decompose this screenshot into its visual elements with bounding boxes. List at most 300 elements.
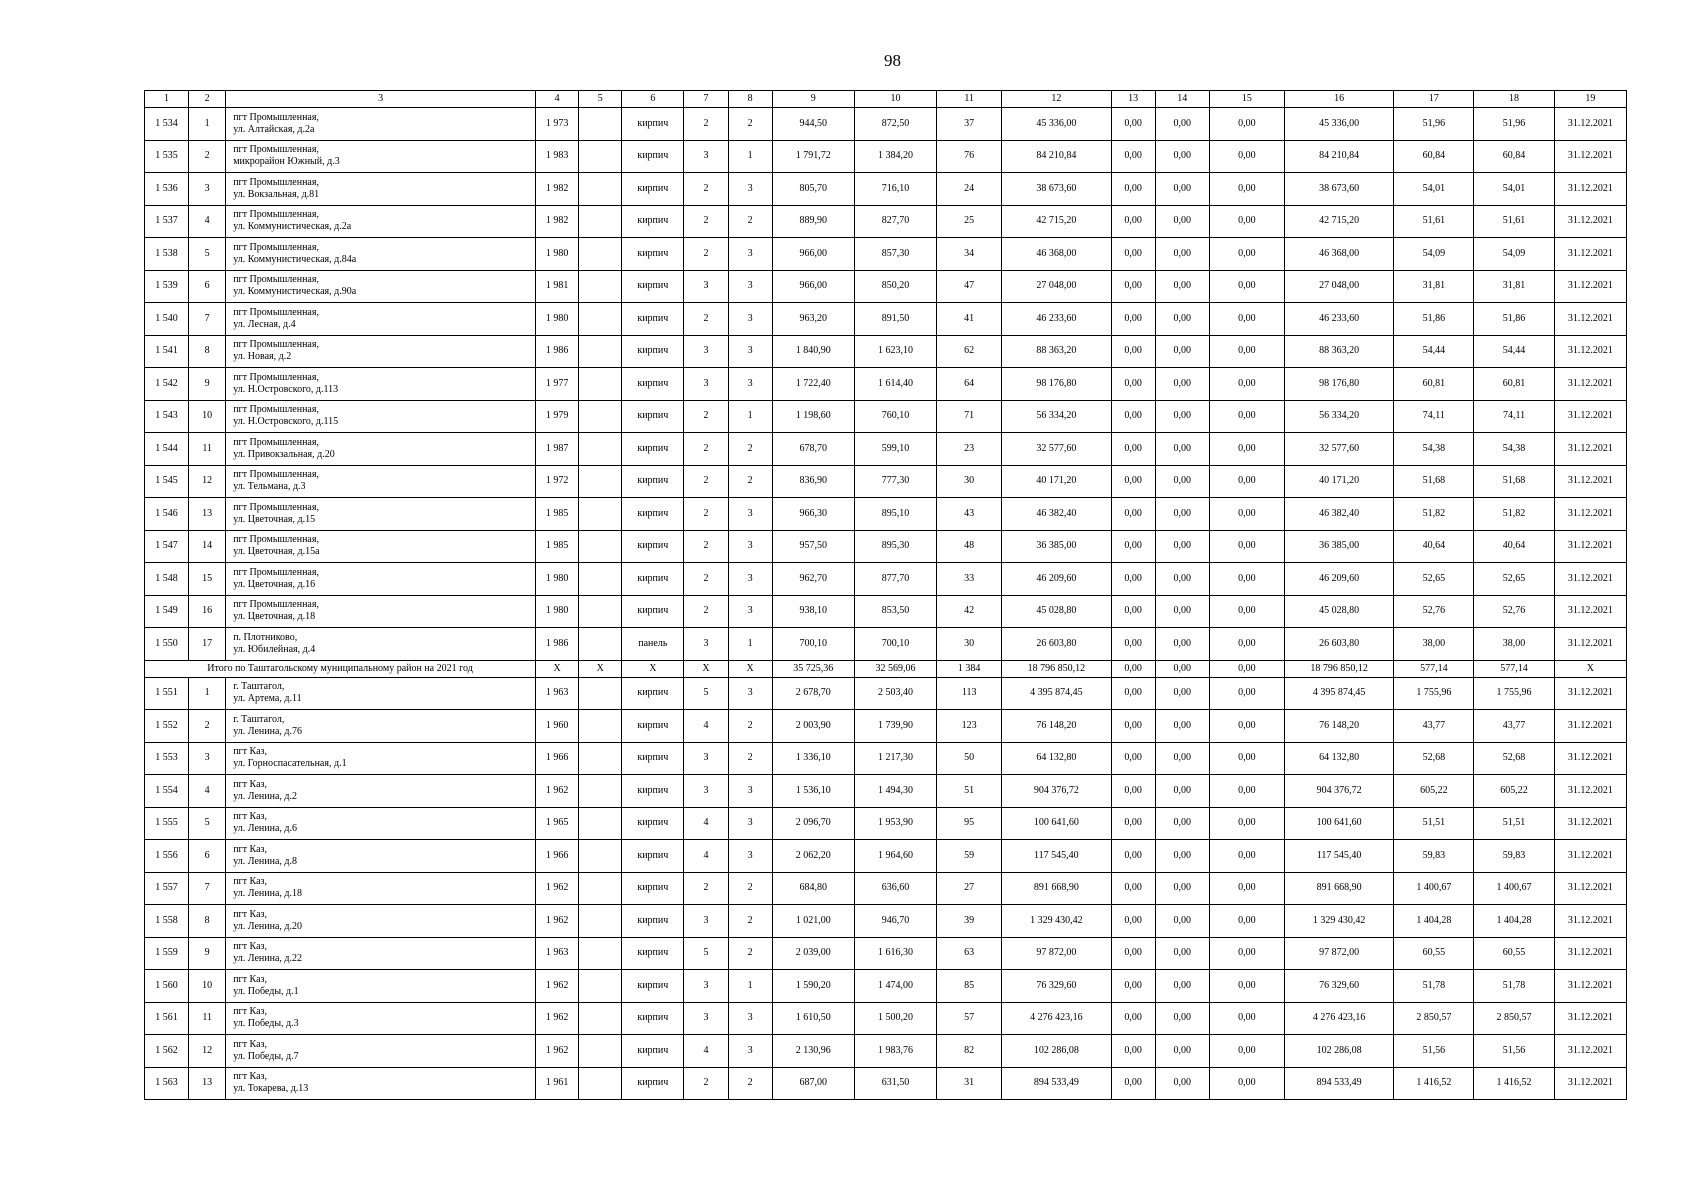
table-cell: 59 — [937, 840, 1002, 873]
table-cell: 0,00 — [1155, 595, 1209, 628]
address-street: ул. Цветочная, д.15 — [233, 513, 316, 525]
table-cell: 1 980 — [536, 303, 579, 336]
table-cell: 0,00 — [1155, 563, 1209, 596]
table-cell: 40 171,20 — [1284, 465, 1393, 498]
table-cell: 17 — [189, 628, 226, 661]
table-cell: 0,00 — [1111, 400, 1155, 433]
table-cell: 0,00 — [1209, 140, 1284, 173]
address-street: ул. Ленина, д.18 — [233, 888, 302, 900]
table-cell: 51,61 — [1394, 205, 1474, 238]
table-cell: 46 382,40 — [1284, 498, 1393, 531]
table-cell: 0,00 — [1209, 368, 1284, 401]
address-cell — [226, 1002, 536, 1035]
table-cell: 51,82 — [1474, 498, 1554, 531]
table-cell: кирпич — [622, 775, 684, 808]
table-cell: 0,00 — [1209, 937, 1284, 970]
address-locality: пгт Промышленная, — [233, 144, 319, 156]
table-cell: 1 — [728, 970, 772, 1003]
table-cell: 38,00 — [1394, 628, 1474, 661]
table-cell: 54,01 — [1394, 173, 1474, 206]
table-cell: 31.12.2021 — [1554, 937, 1626, 970]
table-cell: 0,00 — [1111, 335, 1155, 368]
table-cell: 1 972 — [536, 465, 579, 498]
address-street: ул. Тельмана, д.3 — [233, 481, 306, 493]
table-cell: 1 985 — [536, 498, 579, 531]
table-cell: 0,00 — [1209, 970, 1284, 1003]
table-cell: 0,00 — [1111, 970, 1155, 1003]
table-cell: 31 — [937, 1067, 1002, 1100]
table-cell: 1 400,67 — [1474, 872, 1554, 905]
table-cell: 0,00 — [1155, 530, 1209, 563]
table-cell: 3 — [684, 775, 728, 808]
table-cell: 1 962 — [536, 1035, 579, 1068]
address-locality: п. Плотниково, — [233, 631, 298, 643]
table-cell: 0,00 — [1209, 335, 1284, 368]
table-cell: 2 850,57 — [1474, 1002, 1554, 1035]
table-cell: 62 — [937, 335, 1002, 368]
table-cell: 0,00 — [1209, 1035, 1284, 1068]
table-cell: 1 953,90 — [854, 807, 936, 840]
table-cell: кирпич — [622, 742, 684, 775]
table-cell: 8 — [189, 335, 226, 368]
table-cell: кирпич — [622, 238, 684, 271]
table-cell: 24 — [937, 173, 1002, 206]
table-cell: 42 715,20 — [1002, 205, 1111, 238]
address-street: ул. Ленина, д.76 — [233, 725, 302, 737]
address-locality: пгт Каз, — [233, 908, 267, 920]
table-row — [145, 368, 1627, 401]
address-locality: г. Таштагол, — [233, 681, 285, 693]
table-cell: кирпич — [622, 433, 684, 466]
address-cell — [226, 433, 536, 466]
table-cell: 51,78 — [1474, 970, 1554, 1003]
address-cell — [226, 1067, 536, 1100]
table-cell: 54,01 — [1474, 173, 1554, 206]
table-cell: 0,00 — [1111, 710, 1155, 743]
table-cell: 2 678,70 — [772, 677, 854, 710]
table-cell: 3 — [684, 368, 728, 401]
table-cell: 2 850,57 — [1394, 1002, 1474, 1035]
total-cell: 18 796 850,12 — [1002, 660, 1111, 677]
table-row — [145, 530, 1627, 563]
table-cell: 14 — [189, 530, 226, 563]
table-cell: 10 — [189, 970, 226, 1003]
table-cell: 636,60 — [854, 872, 936, 905]
table-cell: 0,00 — [1155, 173, 1209, 206]
table-cell: 1 550 — [145, 628, 189, 661]
table-body — [145, 91, 1627, 1100]
table-cell: 1 384,20 — [854, 140, 936, 173]
table-cell: 1 534 — [145, 108, 189, 141]
total-cell: 577,14 — [1394, 660, 1474, 677]
table-cell: 40,64 — [1394, 530, 1474, 563]
table-cell: 51,86 — [1394, 303, 1474, 336]
table-cell: 0,00 — [1111, 595, 1155, 628]
table-cell: 40,64 — [1474, 530, 1554, 563]
total-row — [145, 660, 1627, 677]
table-cell: 1 983,76 — [854, 1035, 936, 1068]
table-cell: 0,00 — [1111, 807, 1155, 840]
table-cell: 31.12.2021 — [1554, 677, 1626, 710]
address-locality: пгт Промышленная, — [233, 501, 319, 513]
address-street: ул. Ленина, д.20 — [233, 920, 302, 932]
table-cell: 31.12.2021 — [1554, 595, 1626, 628]
table-cell: 3 — [728, 270, 772, 303]
table-cell: 857,30 — [854, 238, 936, 271]
table-cell: 894 533,49 — [1284, 1067, 1393, 1100]
table-cell: 1 549 — [145, 595, 189, 628]
table-row — [145, 108, 1627, 141]
table-cell: 23 — [937, 433, 1002, 466]
address-locality: пгт Промышленная, — [233, 534, 319, 546]
address-locality: г. Таштагол, — [233, 713, 285, 725]
table-cell: 1 545 — [145, 465, 189, 498]
table-cell: 31.12.2021 — [1554, 400, 1626, 433]
table-cell: 944,50 — [772, 108, 854, 141]
table-cell: 1 553 — [145, 742, 189, 775]
table-cell: 31.12.2021 — [1554, 303, 1626, 336]
column-header: 18 — [1474, 91, 1554, 108]
table-cell: 2 062,20 — [772, 840, 854, 873]
table-cell: 51,56 — [1474, 1035, 1554, 1068]
table-cell: 0,00 — [1155, 205, 1209, 238]
table-cell: 1 962 — [536, 775, 579, 808]
table-cell: 0,00 — [1111, 905, 1155, 938]
table-cell: 64 132,80 — [1002, 742, 1111, 775]
table-cell: 0,00 — [1155, 368, 1209, 401]
address-street: ул. Н.Островского, д.115 — [233, 416, 339, 428]
table-cell: 3 — [728, 595, 772, 628]
table-cell: 52,76 — [1394, 595, 1474, 628]
table-cell: 700,10 — [772, 628, 854, 661]
table-cell: 3 — [684, 970, 728, 1003]
table-cell: 31.12.2021 — [1554, 905, 1626, 938]
table-cell: 0,00 — [1209, 742, 1284, 775]
table-cell: 3 — [684, 335, 728, 368]
table-cell: 0,00 — [1155, 677, 1209, 710]
address-locality: пгт Промышленная, — [233, 599, 319, 611]
table-cell: 0,00 — [1111, 937, 1155, 970]
table-cell: 7 — [189, 303, 226, 336]
table-cell: кирпич — [622, 937, 684, 970]
table-cell: 1 557 — [145, 872, 189, 905]
table-cell: 40 171,20 — [1002, 465, 1111, 498]
address-street: ул. Токарева, д.13 — [233, 1083, 309, 1095]
table-cell: 0,00 — [1111, 140, 1155, 173]
table-cell — [579, 628, 622, 661]
table-cell: 5 — [189, 807, 226, 840]
table-cell — [579, 563, 622, 596]
table-cell: 100 641,60 — [1002, 807, 1111, 840]
table-cell: 60,84 — [1394, 140, 1474, 173]
table-cell: 894 533,49 — [1002, 1067, 1111, 1100]
table-cell: 56 334,20 — [1002, 400, 1111, 433]
table-cell: 678,70 — [772, 433, 854, 466]
table-row — [145, 1067, 1627, 1100]
table-cell: 0,00 — [1111, 563, 1155, 596]
address-street: ул. Привокзальная, д.20 — [233, 448, 335, 460]
table-cell: 54,38 — [1394, 433, 1474, 466]
address-locality: пгт Каз, — [233, 1038, 267, 1050]
table-cell: 10 — [189, 400, 226, 433]
table-cell: 11 — [189, 1002, 226, 1035]
table-cell: 1 977 — [536, 368, 579, 401]
table-cell: 0,00 — [1111, 1067, 1155, 1100]
table-cell: 71 — [937, 400, 1002, 433]
table-row — [145, 628, 1627, 661]
table-cell: 46 233,60 — [1002, 303, 1111, 336]
total-cell: 0,00 — [1209, 660, 1284, 677]
table-cell: 31.12.2021 — [1554, 335, 1626, 368]
table-cell: 889,90 — [772, 205, 854, 238]
table-cell: 0,00 — [1155, 465, 1209, 498]
table-cell: 0,00 — [1111, 840, 1155, 873]
address-cell — [226, 872, 536, 905]
table-cell: 43 — [937, 498, 1002, 531]
address-cell — [226, 905, 536, 938]
address-locality: пгт Промышленная, — [233, 209, 319, 221]
table-cell: 51,82 — [1394, 498, 1474, 531]
table-cell: 31,81 — [1394, 270, 1474, 303]
table-cell: 2 — [684, 400, 728, 433]
table-cell: 102 286,08 — [1284, 1035, 1393, 1068]
table-row — [145, 970, 1627, 1003]
table-cell: 0,00 — [1155, 937, 1209, 970]
table-cell — [579, 465, 622, 498]
table-cell: 4 — [684, 1035, 728, 1068]
table-cell: 0,00 — [1111, 173, 1155, 206]
table-cell: 85 — [937, 970, 1002, 1003]
table-cell: 836,90 — [772, 465, 854, 498]
table-cell: 0,00 — [1209, 677, 1284, 710]
table-cell: 31.12.2021 — [1554, 173, 1626, 206]
column-header: 10 — [854, 91, 936, 108]
address-cell — [226, 108, 536, 141]
table-row — [145, 1002, 1627, 1035]
table-cell: 31.12.2021 — [1554, 498, 1626, 531]
table-cell: 27 048,00 — [1284, 270, 1393, 303]
table-cell: 1 546 — [145, 498, 189, 531]
table-cell: 1 336,10 — [772, 742, 854, 775]
table-cell: 46 368,00 — [1284, 238, 1393, 271]
table-cell: 50 — [937, 742, 1002, 775]
table-cell: 891 668,90 — [1002, 872, 1111, 905]
table-cell: 2 — [684, 465, 728, 498]
table-cell: 0,00 — [1209, 205, 1284, 238]
table-cell — [579, 1035, 622, 1068]
table-cell: 2 — [728, 1067, 772, 1100]
address-street: микрорайон Южный, д.3 — [233, 156, 340, 168]
table-cell: 2 — [684, 238, 728, 271]
table-cell: 5 — [684, 677, 728, 710]
table-cell: 102 286,08 — [1002, 1035, 1111, 1068]
table-cell: 57 — [937, 1002, 1002, 1035]
table-cell: 3 — [728, 530, 772, 563]
column-header: 9 — [772, 91, 854, 108]
table-cell: 51,51 — [1474, 807, 1554, 840]
table-cell: 0,00 — [1209, 238, 1284, 271]
table-cell: 31.12.2021 — [1554, 140, 1626, 173]
table-cell: 0,00 — [1111, 677, 1155, 710]
table-cell: 46 209,60 — [1002, 563, 1111, 596]
table-cell: 3 — [684, 270, 728, 303]
address-cell — [226, 970, 536, 1003]
table-cell: 76 148,20 — [1284, 710, 1393, 743]
table-cell: 1 963 — [536, 677, 579, 710]
table-cell: 966,30 — [772, 498, 854, 531]
table-cell: 1 610,50 — [772, 1002, 854, 1035]
table-cell: 1 537 — [145, 205, 189, 238]
table-cell: 51 — [937, 775, 1002, 808]
table-cell — [579, 742, 622, 775]
table-cell: 0,00 — [1155, 303, 1209, 336]
total-cell: 0,00 — [1155, 660, 1209, 677]
table-cell: 54,44 — [1474, 335, 1554, 368]
address-street: ул. Юбилейная, д.4 — [233, 643, 316, 655]
table-cell: 1 536 — [145, 173, 189, 206]
table-cell — [579, 970, 622, 1003]
table-cell: 1 329 430,42 — [1002, 905, 1111, 938]
address-cell — [226, 563, 536, 596]
table-cell: 0,00 — [1111, 108, 1155, 141]
table-cell: 7 — [189, 872, 226, 905]
table-cell: 2 096,70 — [772, 807, 854, 840]
table-cell: 88 363,20 — [1284, 335, 1393, 368]
table-cell: 12 — [189, 1035, 226, 1068]
table-cell: 3 — [728, 840, 772, 873]
table-cell: 0,00 — [1111, 498, 1155, 531]
table-row — [145, 595, 1627, 628]
table-cell: 0,00 — [1209, 108, 1284, 141]
table-cell: 2 — [728, 108, 772, 141]
header-row — [145, 91, 1627, 108]
table-cell: кирпич — [622, 498, 684, 531]
table-cell — [579, 807, 622, 840]
table-cell: кирпич — [622, 905, 684, 938]
total-cell: 0,00 — [1111, 660, 1155, 677]
table-cell — [579, 710, 622, 743]
table-cell: 0,00 — [1111, 872, 1155, 905]
table-cell — [579, 368, 622, 401]
table-cell: 1 982 — [536, 205, 579, 238]
table-cell: 2 — [684, 595, 728, 628]
table-cell: 8 — [189, 905, 226, 938]
table-cell: 51,68 — [1394, 465, 1474, 498]
table-cell — [579, 205, 622, 238]
table-cell: 1 962 — [536, 872, 579, 905]
address-cell — [226, 173, 536, 206]
address-locality: пгт Промышленная, — [233, 339, 319, 351]
table-cell: 54,38 — [1474, 433, 1554, 466]
total-cell: X — [728, 660, 772, 677]
table-cell: 2 503,40 — [854, 677, 936, 710]
table-cell — [579, 270, 622, 303]
table-cell: 4 395 874,45 — [1284, 677, 1393, 710]
table-cell: 1 982 — [536, 173, 579, 206]
table-cell: 1 329 430,42 — [1284, 905, 1393, 938]
table-cell: 3 — [189, 742, 226, 775]
table-cell: 100 641,60 — [1284, 807, 1393, 840]
table-cell: 687,00 — [772, 1067, 854, 1100]
address-street: ул. Новая, д.2 — [233, 351, 292, 363]
table-cell: 26 603,80 — [1002, 628, 1111, 661]
address-cell — [226, 595, 536, 628]
table-cell: кирпич — [622, 677, 684, 710]
table-cell: 45 028,80 — [1284, 595, 1393, 628]
address-street: ул. Цветочная, д.16 — [233, 578, 316, 590]
table-cell: 31.12.2021 — [1554, 970, 1626, 1003]
table-cell: 2 — [189, 140, 226, 173]
table-cell: 631,50 — [854, 1067, 936, 1100]
table-cell: 123 — [937, 710, 1002, 743]
table-cell: 0,00 — [1209, 807, 1284, 840]
table-cell: 1 559 — [145, 937, 189, 970]
table-cell: 1 791,72 — [772, 140, 854, 173]
table-cell: 41 — [937, 303, 1002, 336]
table-cell: 2 130,96 — [772, 1035, 854, 1068]
table-row — [145, 742, 1627, 775]
table-cell: кирпич — [622, 1002, 684, 1035]
table-cell: 777,30 — [854, 465, 936, 498]
table-cell: 1 400,67 — [1394, 872, 1474, 905]
table-cell: 31.12.2021 — [1554, 205, 1626, 238]
table-cell — [579, 173, 622, 206]
table-cell: 52,65 — [1474, 563, 1554, 596]
table-cell: 4 276 423,16 — [1284, 1002, 1393, 1035]
address-cell — [226, 465, 536, 498]
address-locality: пгт Промышленная, — [233, 371, 319, 383]
table-cell: 3 — [728, 1002, 772, 1035]
address-street: ул. Победы, д.1 — [233, 985, 299, 997]
table-cell: 2 — [684, 108, 728, 141]
table-cell: кирпич — [622, 400, 684, 433]
table-cell: 36 385,00 — [1002, 530, 1111, 563]
table-cell: 37 — [937, 108, 1002, 141]
address-locality: пгт Каз, — [233, 778, 267, 790]
address-cell — [226, 368, 536, 401]
table-cell: 1 554 — [145, 775, 189, 808]
table-cell: 1 840,90 — [772, 335, 854, 368]
table-row — [145, 677, 1627, 710]
table-cell: 1 983 — [536, 140, 579, 173]
table-cell: 1 966 — [536, 742, 579, 775]
table-cell: 3 — [684, 742, 728, 775]
table-cell: 3 — [728, 303, 772, 336]
table-cell: 1 551 — [145, 677, 189, 710]
table-cell: 30 — [937, 465, 1002, 498]
table-cell: 76 — [937, 140, 1002, 173]
table-cell: кирпич — [622, 108, 684, 141]
table-cell: 4 395 874,45 — [1002, 677, 1111, 710]
table-cell: 0,00 — [1155, 1067, 1209, 1100]
total-cell: X — [579, 660, 622, 677]
table-cell: 52,68 — [1394, 742, 1474, 775]
page-number: 98 — [884, 51, 901, 70]
total-cell: 1 384 — [937, 660, 1002, 677]
table-cell: 1 541 — [145, 335, 189, 368]
table-cell: 38,00 — [1474, 628, 1554, 661]
table-cell: 54,09 — [1474, 238, 1554, 271]
table-cell: 0,00 — [1155, 270, 1209, 303]
address-street: ул. Коммунистическая, д.90а — [233, 286, 357, 298]
table-cell: 1 021,00 — [772, 905, 854, 938]
table-cell: 2 — [684, 433, 728, 466]
table-row — [145, 937, 1627, 970]
table-cell: 1 547 — [145, 530, 189, 563]
table-cell — [579, 400, 622, 433]
table-cell: кирпич — [622, 807, 684, 840]
address-locality: пгт Промышленная, — [233, 176, 319, 188]
